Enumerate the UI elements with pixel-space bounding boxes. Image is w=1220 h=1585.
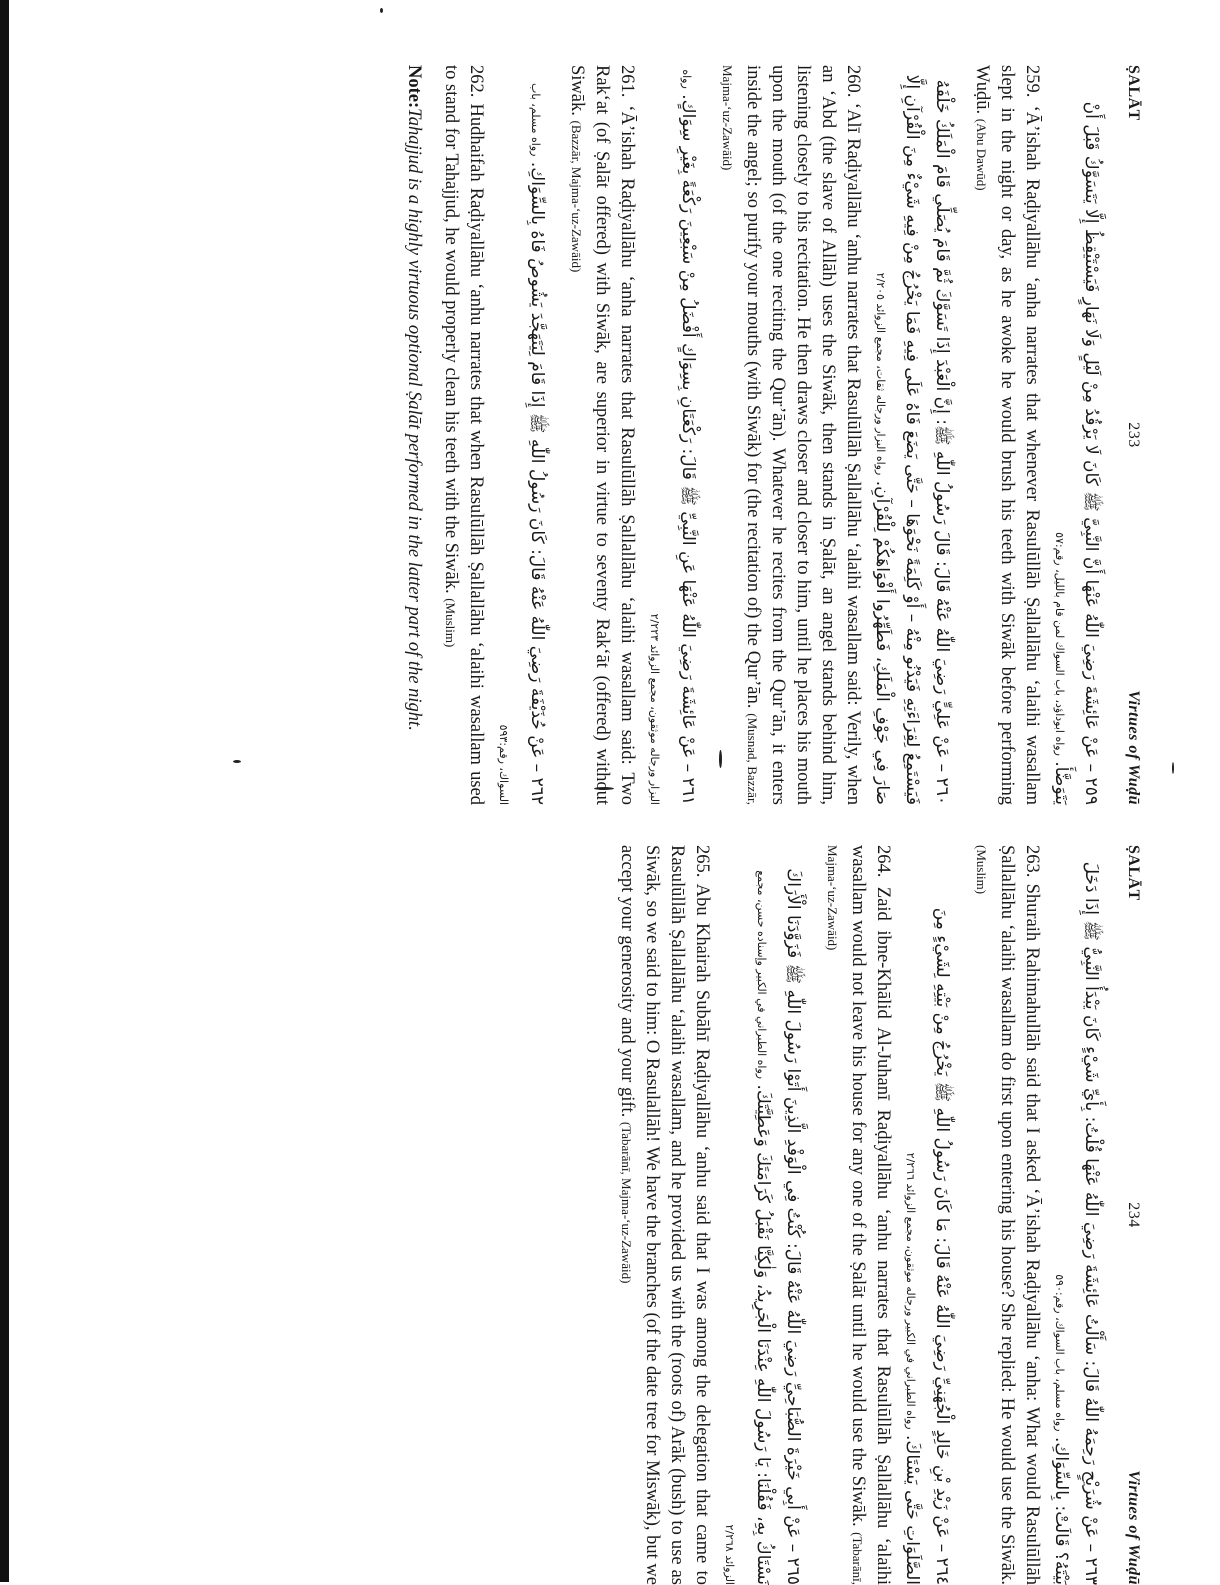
hadith-citation: (Muslim) bbox=[974, 845, 989, 895]
book-page-234 bbox=[62, 845, 1142, 1585]
page-number: 234 bbox=[1125, 1202, 1142, 1228]
hadith-arabic-text: ٢٦١ – عَنْ عَائِشَةَ رَضِيَ اللّٰهُ عَنْهَا عَنِ النَّبِيِّ ﷺ قَالَ: رَكْعَتَانِ بِسِوَاكٍ أَفْضَلُ مِنْ سَبْعِينَ رَكْعَةً بِغَيْرِ سِوَاكٍ. رواه البزار ورجاله موثقون، مجمع الزوائد ٢/٢٢٣ bbox=[648, 69, 698, 805]
header-section-title: ṢALĀT bbox=[1125, 65, 1142, 121]
hadith-arabic-text: ٢٦٥ – عَنْ أَبِي خَيْرَةَ الصُّبَاحِيِّ رَضِيَ اللّٰهُ عَنْهُ قَالَ: كُنْتُ فِي الْوَفْدِ الَّذِينَ أَتَوْا رَسُولَ اللّٰهِ ﷺ فَزَوَّدَنَا الْأَرَاكَ نَسْتَاكُ بِهِ، فَقُلْنَا: يَا رَسُولَ اللّٰهِ عِنْدَنَا الْجَرِيدُ، وَلٰكِنَّا نَقْبَلُ كَرَامَتَكَ وَعَطِيَّتَكَ. رواه الطبراني في الكبير وإسناده حسن، مجمع الزوائد ٢/٢٦٨ bbox=[723, 868, 803, 1585]
hadith-translation: 265. Abu Khairah Subāhī Raḍiyallāhu ‘anhu said that I was among the delegation that came to Rasulūllāh Ṣallallāhu ‘alaihi wasallam, and he provided us with the (roots of) Arāk (bush) to use as Siwāk, so we said to him: O Rasulallāh! We have the branches (of the date tree for Miswāk), but we accept your generosity and your gift. (Tabarānī, Majma-‘uz-Zawāid) bbox=[617, 845, 712, 1585]
hadith-arabic-source: رواه مسلم، باب السواك، رقم:٥٩٣ bbox=[497, 83, 542, 805]
page-number: 233 bbox=[1125, 422, 1142, 448]
header-chapter-title: Virtues of Wuḍū bbox=[1125, 1470, 1142, 1585]
hadith-citation: (Muslim) bbox=[443, 598, 458, 648]
hadith-translation: 264. Zaid ibne-Khālid Al-Juhanī Raḍiyallāhu ‘anhu narrates that Rasulūllāh Ṣallallāhu ‘alaihi wasallam would not leave his house for any one of the Ṣalāt until he would use the Siwāk. (Tabarānī, Majma-‘uz-Zawāid) bbox=[825, 845, 893, 1585]
hadith-263 bbox=[969, 845, 1106, 1585]
hadith-translation: 263. Shuraih Rahimahullāh said that I asked ‘Ā’ishah Raḍiyallāhu ‘anha: What would Rasulūllāh Ṣallallāhu ‘alaihi wasallam do first upon entering his house? She replied: He would use the Siwāk. (Muslim) bbox=[974, 845, 1042, 1585]
scan-speck bbox=[1172, 762, 1174, 774]
hadith-translation: 259. ‘Ā’ishah Raḍiyallāhu ‘anha narrates that whenever Rasulūllāh Ṣallallāhu ‘alaihi wasallam slept in the night or day, as he awoke he would brush his teeth with Siwāk before performing Wuḍū. (Abu Dawūd) bbox=[972, 65, 1042, 805]
hadith-citation: (Tabarānī, Majma-‘uz-Zawāid) bbox=[619, 1121, 634, 1284]
header-section-title: ṢALĀT bbox=[1125, 845, 1142, 901]
hadith-citation: (Bazzār, Majma-‘uz-Zawāid) bbox=[569, 120, 584, 273]
hadith-arabic-source: رواه مسلم، باب السواك، رقم:٥٩٠ bbox=[1053, 1274, 1066, 1432]
hadith-arabic-text: ٢٦٠ – عَنْ عَلِيٍّ رَضِيَ اللّٰهُ عَنْهُ قَالَ: قَالَ رَسُولُ اللّٰهِ ﷺ: إِنَّ الْعَبْدَ إِذَا تَسَوَّكَ ثُمَّ قَامَ يُصَلِّي قَامَ الْمَلَكُ خَلْفَهُ فَيَسْتَمِعُ لِقِرَاءَتِهِ فَيَدْنُو مِنْهُ – أَوْ كَلِمَةً نَحْوَهَا – حَتَّى يَضَعَ فَاهُ عَلَى فِيهِ فَمَا يَخْرُجُ مِنْ فِيهِ شَيْءٌ مِنَ الْقُرْآنِ إِلَّا صَارَ فِي جَوْفِ الْمَلَكِ، فَطَهِّرُوا أَفْوَاهَكُمْ لِلْقُرْآنِ. رواه البزار ورجاله ثقات، مجمع الزوائد ٢/٢٠٥ bbox=[872, 74, 952, 805]
hadith-264 bbox=[820, 845, 957, 1585]
hadith-translation: 260. ‘Alī Raḍiyallāhu ‘anhu narrates that Rasulūllāh Ṣallallāhu ‘alaihi wasallam said: Verily, when an ‘Abd (the slave of Allāh) uses the Siwāk, then stands in Ṣalāt, an angel stands behind him, listening closely to his recitation. He then draws closer and closer to him, until he places his mouth upon the mouth (of the one reciting the Qur’ān). Whatever he recites from the Qur’ān, it enters inside the angel; so purify your mouths (with Siwāk) for (the recitation of) the Qur’ān. (Musnad, Bazzār, Majma-‘uz-Zawāid) bbox=[720, 65, 863, 806]
hadith-arabic-source: رواه الطبراني في الكبير وإسناده حسن، مجمع الزوائد ٢/٢٦٨ bbox=[723, 870, 768, 1585]
page-header bbox=[1106, 65, 1142, 805]
header-chapter-title: Virtues of Wuḍū bbox=[1125, 690, 1142, 805]
hadith-arabic-source: رواه البزار ورجاله موثقون، مجمع الزوائد ٢/٢٢٣ bbox=[648, 69, 693, 805]
page-header bbox=[1106, 845, 1142, 1585]
hadith-translation: 261. ‘Ā’ishah Raḍiyallāhu ‘anha narrates that Rasulūllāh Ṣallallāhu ‘alaihi wasallam said: Two Rak‘at (of Ṣalāt offered) with Siwāk, are superior in virtue to seventy Rak‘āt (offered) without Siwāk. (Bazzār, Majma-‘uz-Zawāid) bbox=[567, 65, 637, 805]
hadith-translation: 262. Hudhaifah Raḍiyallāhu ‘anhu narrates that when Rasulūllāh Ṣallallāhu ‘alaihi wasallam used to stand for Tahajjud, he would properly clean his teeth with the Siwāk. (Muslim) bbox=[441, 65, 486, 805]
scan-edge-border bbox=[0, 0, 9, 1582]
footnote bbox=[401, 65, 426, 805]
hadith-arabic-source: رواه البزار ورجاله ثقات، مجمع الزوائد ٢/٢٠٥ bbox=[874, 272, 887, 476]
hadith-265 bbox=[614, 845, 808, 1585]
hadith-260 bbox=[715, 65, 957, 805]
hadith-citation: (Abu Dawūd) bbox=[974, 118, 989, 191]
hadith-arabic-text: ٢٥٩ – عَنْ عَائِشَةَ رَضِيَ اللّٰهُ عَنْهَا أَنَّ النَّبِيَّ ﷺ كَانَ لَا يَرْقُدُ مِنْ لَيْلٍ وَلَا نَهَارٍ فَيَسْتَيْقِظُ إِلَّا يَتَسَوَّكُ قَبْلَ أَنْ يَتَوَضَّأَ. رواه ابوداؤد، باب السواك لمن قام بالليل، رقم:٥٧ bbox=[1051, 101, 1101, 805]
hadith-arabic-text: ٢٦٢ – عَنْ حُذَيْفَةَ رَضِيَ اللّٰهُ عَنْهُ قَالَ: كَانَ رَسُولُ اللّٰهِ ﷺ إِذَا قَامَ لِيَتَهَجَّدَ يَشُوصُ فَاهُ بِالسِّوَاكِ. رواه مسلم، باب السواك، رقم:٥٩٣ bbox=[497, 83, 547, 805]
hadith-arabic-source: رواه ابوداؤد، باب السواك لمن قام بالليل، رقم:٥٧ bbox=[1053, 532, 1066, 756]
book-page-233 bbox=[62, 65, 1142, 805]
hadith-arabic-text: ٢٦٣ – عَنْ شُرَيْحٍ رَحِمَهُ اللّٰهُ قَالَ: سَأَلْتُ عَائِشَةَ رَضِيَ اللّٰهُ عَنْهَا قُلْتُ: بِأَيِّ شَيْءٍ كَانَ يَبْدَأُ النَّبِيُّ ﷺ إِذَا دَخَلَ بَيْتَهُ؟ قَالَتْ: بِالسِّوَاكِ. رواه مسلم، باب السواك، رقم:٥٩٠ bbox=[1051, 861, 1101, 1585]
note-label: Note: bbox=[404, 65, 424, 109]
hadith-citation: (Musnad, Bazzār, Majma-‘uz-Zawāid) bbox=[720, 65, 760, 806]
hadith-261 bbox=[564, 65, 703, 805]
hadith-259 bbox=[969, 65, 1106, 805]
hadith-arabic-source: رواه الطبراني في الكبير ورجاله موثقون، مجمع الزوائد ٢/٢٦٦ bbox=[904, 1152, 917, 1430]
hadith-262 bbox=[438, 65, 552, 805]
hadith-citation: (Tabarānī, Majma-‘uz-Zawāid) bbox=[825, 845, 865, 1585]
note-text: Tahajjud is a highly virtuous optional Ṣalāt performed in the latter part of the night. bbox=[404, 108, 424, 731]
hadith-arabic-text: ٢٦٤ – عَنْ زَيْدِ بْنِ خَالِدٍ الْجُهَنِيِّ رَضِيَ اللّٰهُ عَنْهُ قَالَ: مَا كَانَ رَسُولُ اللّٰهِ ﷺ يَخْرُجُ مِنْ بَيْتِهِ لِشَيْءٍ مِنَ الصَّلَوَاتِ حَتَّى يَسْتَاكَ. رواه الطبراني في الكبير ورجاله موثقون، مجمع الزوائد ٢/٢٦٦ bbox=[902, 907, 952, 1585]
scan-speck bbox=[380, 8, 383, 13]
